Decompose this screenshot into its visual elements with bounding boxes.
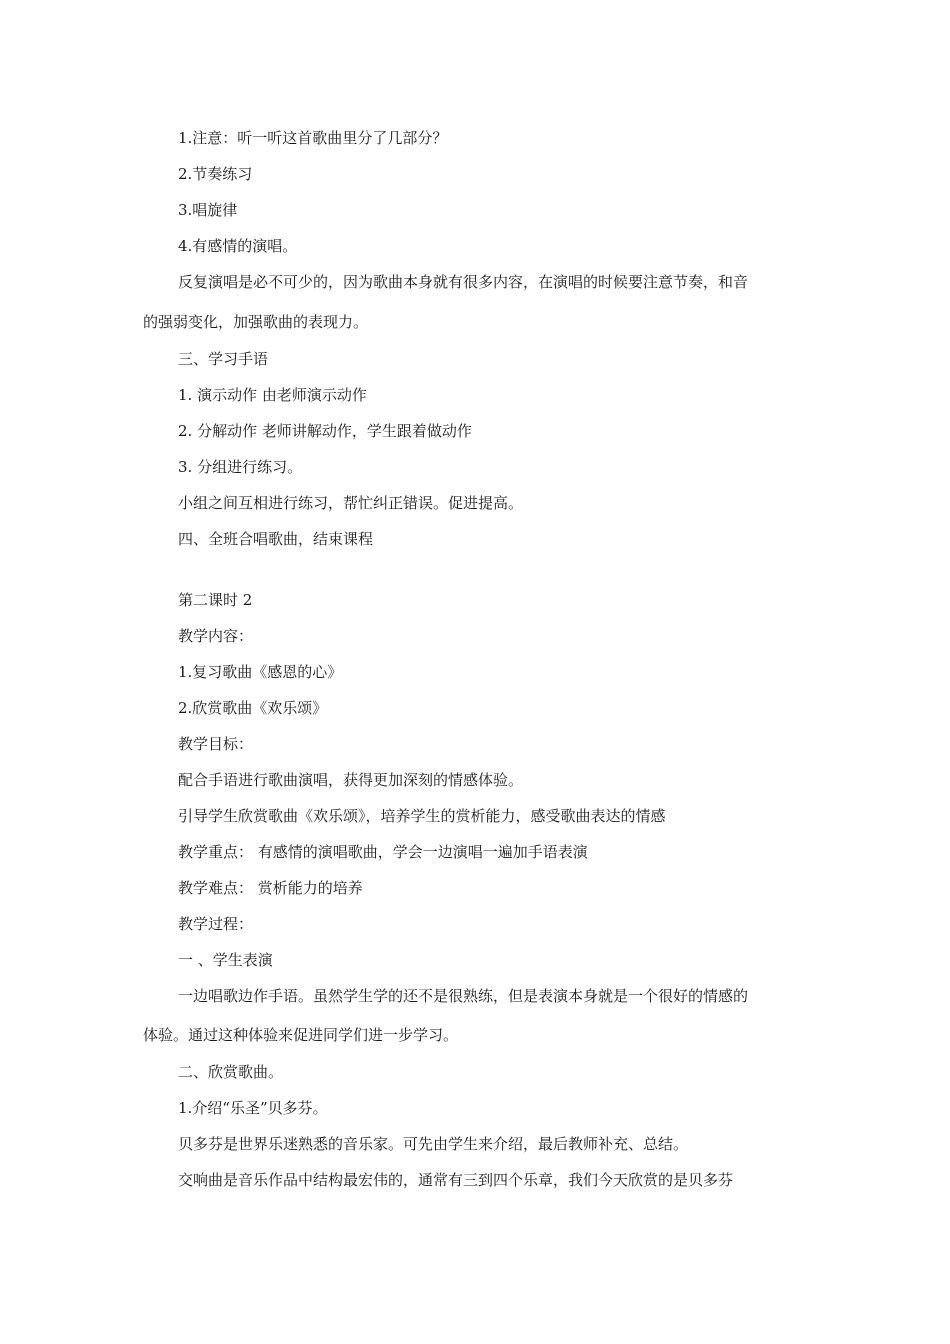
list-item-beethoven: 1.介绍“乐圣”贝多芬。 — [178, 1099, 328, 1117]
paragraph-goal-1: 配合手语进行歌曲演唱，获得更加深刻的情感体验。 — [178, 771, 524, 789]
label-content: 教学内容： — [178, 627, 254, 645]
paragraph-beethoven: 贝多芬是世界乐迷熟悉的音乐家。可先由学生来介绍，最后教师补充、总结。 — [178, 1135, 689, 1153]
paragraph-performance: 一边唱歌边作手语。虽然学生学的还不是很熟练，但是表演本身就是一个很好的情感的 — [178, 987, 749, 1005]
list-item-demo: 1. 演示动作 由老师演示动作 — [178, 386, 367, 404]
list-item-appreciate: 2.欣赏歌曲《欢乐颂》 — [178, 699, 328, 717]
section-heading-chorus: 四、全班合唱歌曲，结束课程 — [178, 530, 374, 548]
paragraph-repeat-singing: 反复演唱是必不可少的，因为歌曲本身就有很多内容，在演唱的时候要注意节奏，和音 — [178, 273, 749, 291]
list-item-expressive-singing: 4.有感情的演唱。 — [178, 237, 298, 255]
paragraph-performance-cont: 体验。通过这种体验来促进同学们进一步学习。 — [143, 1026, 459, 1044]
section-heading-appreciation: 二、欣赏歌曲。 — [178, 1063, 284, 1081]
paragraph-goal-2: 引导学生欣赏歌曲《欢乐颂》，培养学生的赏析能力，感受歌曲表达的情感 — [178, 807, 666, 825]
label-goals: 教学目标： — [178, 735, 254, 753]
label-difficulties: 教学难点： 赏析能力的培养 — [178, 879, 363, 897]
list-item-attention: 1.注意：听一听这首歌曲里分了几部分？ — [178, 129, 448, 147]
paragraph-symphony: 交响曲是音乐作品中结构最宏伟的，通常有三到四个乐章，我们今天欣赏的是贝多芬 — [178, 1171, 734, 1189]
label-key-points: 教学重点： 有感情的演唱歌曲，学会一边演唱一遍加手语表演 — [178, 843, 588, 861]
paragraph-repeat-singing-cont: 的强弱变化，加强歌曲的表现力。 — [143, 313, 369, 331]
list-item-breakdown: 2. 分解动作 老师讲解动作，学生跟着做动作 — [178, 422, 472, 440]
section-heading-performance: 一 、学生表演 — [178, 951, 273, 969]
lesson-title: 第二课时 2 — [178, 591, 253, 609]
paragraph-group-practice: 小组之间互相进行练习，帮忙纠正错误。促进提高。 — [178, 494, 524, 512]
list-item-review: 1.复习歌曲《感恩的心》 — [178, 663, 343, 681]
list-item-group-practice: 3. 分组进行练习。 — [178, 458, 303, 476]
list-item-melody: 3.唱旋律 — [178, 201, 238, 219]
label-process: 教学过程： — [178, 915, 254, 933]
section-heading-sign-language: 三、学习手语 — [178, 350, 269, 368]
list-item-rhythm: 2.节奏练习 — [178, 165, 253, 183]
